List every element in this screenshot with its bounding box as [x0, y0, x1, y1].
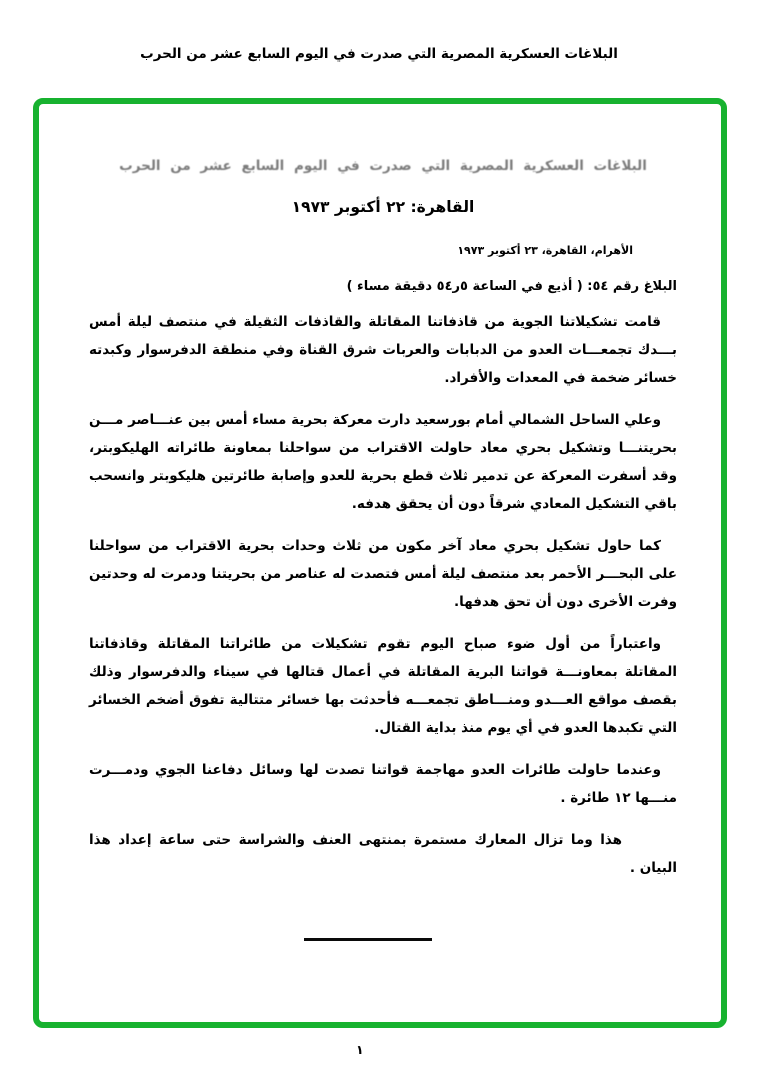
section-divider	[304, 938, 432, 941]
dateline: القاهرة: ٢٢ أكتوبر ١٩٧٣	[291, 198, 475, 216]
page-number: ١	[356, 1042, 364, 1057]
green-frame	[33, 98, 727, 1028]
communique-heading	[89, 279, 677, 294]
scanned-document	[39, 104, 721, 941]
paragraph-closing-statement: هذا وما تزال المعارك مستمرة بمنتهى العنف والشراسة حتى ساعة إعداد هذا البيان .	[89, 832, 677, 876]
page-title: البلاغات العسكرية المصرية التي صدرت في اليوم السابع عشر من الحرب	[140, 46, 618, 62]
paragraph-red-sea-naval: كما حاول تشكيل بحري معاد آخر مكون من ثلاث وحدات بحرية الاقتراب من سواحلنا على البحـــر الأحمر بعد منتصف ليلة أمس فتصدت له عناصر من بحريتنا ودمرت له وحدتين وفرت الأخرى دون أن تحق هدفها.	[89, 538, 677, 610]
communique-heading-suffix: دقيقة مساء )	[346, 279, 437, 294]
communique-number: البلاغ رقم ٥٤: ( أذيع في الساعة	[467, 279, 677, 294]
source-attribution: الأهرام، القاهرة، ٢٣ أكتوبر ١٩٧٣	[457, 244, 633, 257]
paragraph-morning-air-operations: واعتباراً من أول ضوء صباح اليوم تقوم تشكيلات من طائراتنا المقاتلة وقاذفاتنا المقاتلة بمعاونـــة قواتنا البرية المقاتلة في أعمال قتالها في سيناء والدفرسوار وذلك بقصف مواقع العـــدو ومنـــاطق تجمعـــه فأحدثت بها خسائر متتالية تفوق أضخم الخسائر التي تكبدها العدو في أي يوم منذ بداية القتال.	[89, 636, 677, 736]
broadcast-time: ٥٤ر٥	[436, 279, 468, 294]
paragraph-air-strikes: قامت تشكيلاتنا الجوية من قاذفاتنا المقاتلة والقاذفات الثقيلة في منتصف ليلة أمس بـــدك تجمعـــات العدو من الدبابات والعربات شرق القناة وفي منطقة الدفرسوار وكبدته خسائر ضخمة في المعدات والأفراد.	[89, 314, 677, 386]
paragraph-air-defense: وعندما حاولت طائرات العدو مهاجمة قواتنا تصدت لها وسائل دفاعنا الجوي ودمـــرت منـــها ١٢ طائرة .	[89, 762, 677, 806]
paragraph-port-said-naval-battle: وعلي الساحل الشمالي أمام بورسعيد دارت معركة بحرية مساء أمس بين عنـــاصر مـــن بحريتنـــا وتشكيل بحري معاد حاولت الاقتراب من سواحلنا بمعاونة طائراته الهليكوبتر، وقد أسفرت المعركة عن تدمير ثلاث قطع بحرية للعدو وإصابة طائرتين هليكوبتر وانسحب باقي التشكيل المعادي شرقاً دون أن يحقق هدفه.	[89, 412, 677, 512]
scanned-title: البلاغات العسكرية المصرية التي صدرت في اليوم السابع عشر من الحرب	[119, 158, 647, 174]
